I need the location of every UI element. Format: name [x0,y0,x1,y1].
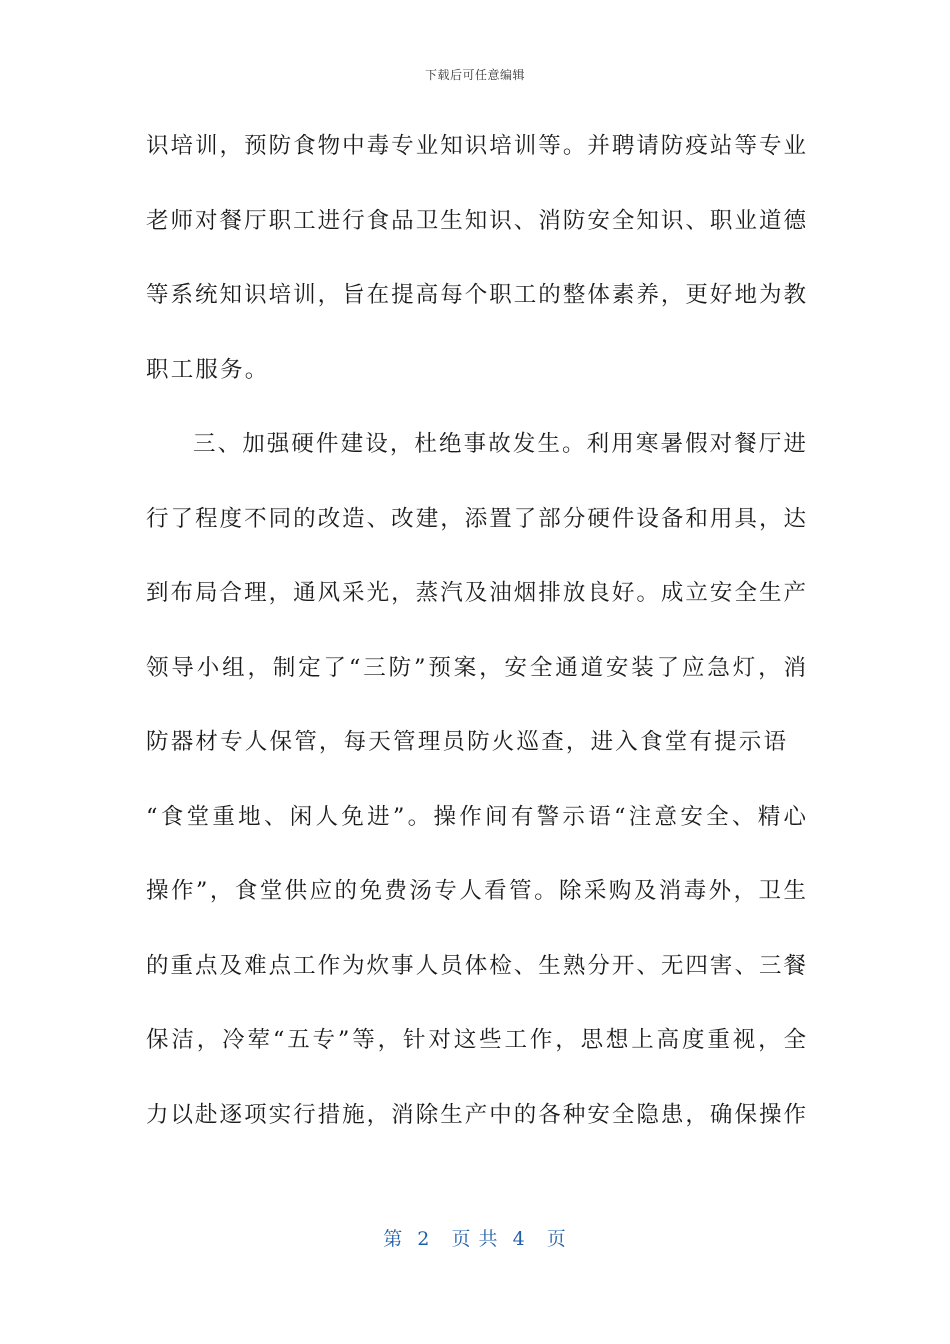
document-body [146,118,806,1161]
body-line-10: “食堂重地、闲人免进”。操作间有警示语“注意安全、精心 [146,803,806,830]
body-line-2: 老师对餐厅职工进行食品卫生知识、消防安全知识、职业道德 [146,207,806,234]
body-line-7: 到布局合理，通风采光，蒸汽及油烟排放良好。成立安全生产 [146,580,806,606]
body-line-13: 保洁，冷荤“五专”等，针对这些工作，思想上高度重视，全 [146,1027,806,1053]
body-line-14: 力以赴逐项实行措施，消除生产中的各种安全隐患，确保操作 [146,1101,806,1128]
body-line-1: 识培训，预防食物中毒专业知识培训等。并聘请防疫站等专业 [146,133,806,159]
body-line-12: 的重点及难点工作为炊事人员体检、生熟分开、无四害、三餐 [146,952,806,979]
body-line-3: 等系统知识培训，旨在提高每个职工的整体素养，更好地为教 [146,282,806,308]
section-3-heading-line: 三、加强硬件建设，杜绝事故发生。利用寒暑假对餐厅进 [193,431,806,457]
page-header: 下载后可任意编辑 [424,68,525,82]
body-line-4: 职工服务。 [146,356,270,383]
body-line-8: 领导小组，制定了“三防”预案，安全通道安装了应急灯，消 [146,654,806,681]
page-number-footer: 第 2 页 共 4 页 [383,1228,567,1250]
body-line-6: 行了程度不同的改造、改建，添置了部分硬件设备和用具，达 [146,505,806,532]
body-line-9: 防器材专人保管，每天管理员防火巡查，进入食堂有提示语 [146,729,789,755]
body-line-11: 操作”，食堂供应的免费汤专人看管。除采购及消毒外，卫生 [146,878,806,904]
